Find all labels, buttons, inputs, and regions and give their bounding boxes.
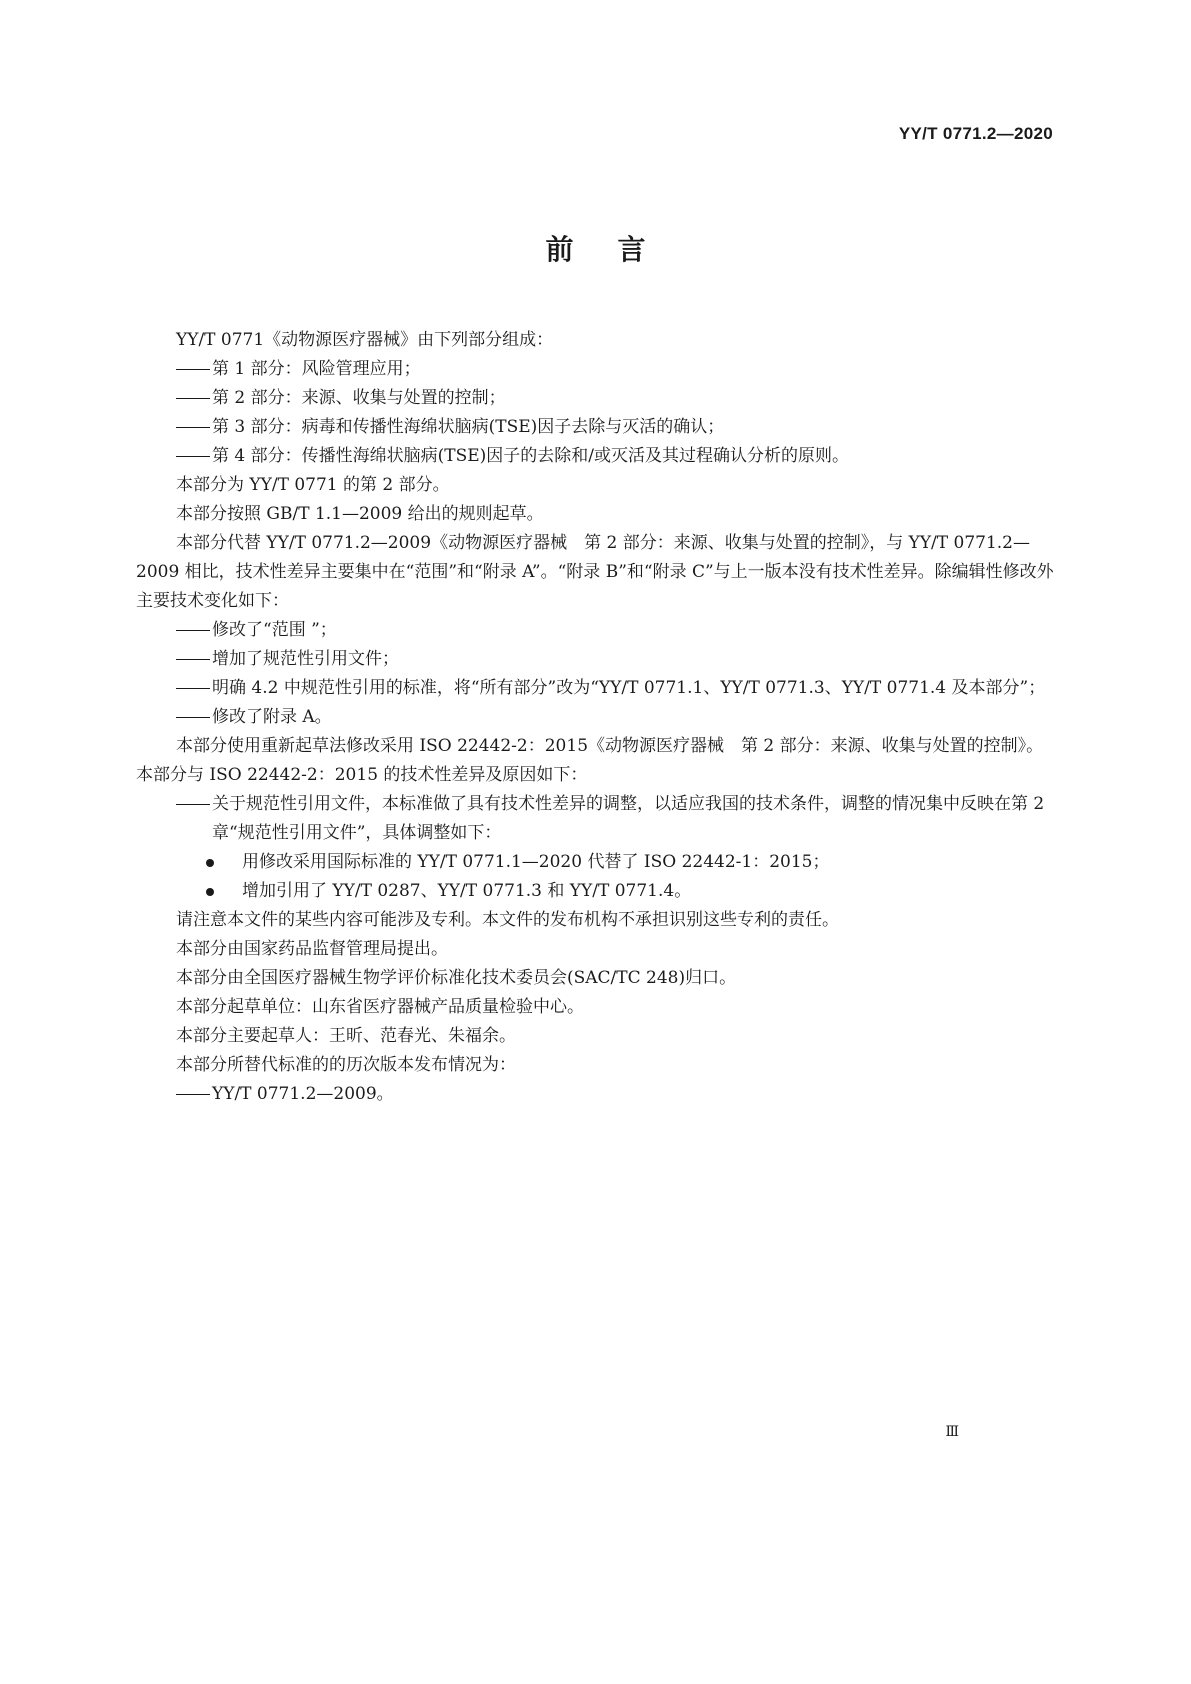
paragraph: 本部分使用重新起草法修改采用 ISO 22442-2：2015《动物源医疗器械 第 2 部分：来源、收集与处置的控制》。本部分与 ISO 22442-2：2015 的技术性差异及原因如下： (136, 736, 1044, 785)
paragraph: 本部分由国家药品监督管理局提出。 (176, 939, 448, 959)
paragraph: 本部分起草单位：山东省医疗器械产品质量检验中心。 (176, 997, 584, 1017)
dash-item (136, 616, 1055, 645)
bullet-dot-icon (206, 888, 214, 896)
paragraph: YY/T 0771《动物源医疗器械》由下列部分组成： (176, 330, 554, 350)
dash-item-text: 第 2 部分：来源、收集与处置的控制； (212, 388, 506, 408)
document-code: YY/T 0771.2—2020 (898, 124, 1053, 143)
dash-item-text: 明确 4.2 中规范性引用的标准，将“所有部分”改为“YY/T 0771.1、YY/T 0771.3、YY/T 0771.4 及本部分”； (212, 678, 1046, 698)
paragraph: 请注意本文件的某些内容可能涉及专利。本文件的发布机构不承担识别这些专利的责任。 (176, 910, 839, 930)
dash-item-text: 第 3 部分：病毒和传播性海绵状脑病(TSE)因子去除与灭活的确认； (212, 417, 725, 437)
bullet-item (136, 848, 1055, 877)
dash-item (136, 674, 1055, 703)
foreword-body (136, 326, 1055, 1109)
dash-item (136, 645, 1055, 674)
dash-item-text: 第 4 部分：传播性海绵状脑病(TSE)因子的去除和/或灭活及其过程确认分析的原则。 (212, 446, 850, 466)
dash-mark (176, 427, 210, 428)
dash-mark (176, 804, 210, 805)
paragraph: 本部分为 YY/T 0771 的第 2 部分。 (176, 475, 450, 495)
paragraph: 本部分主要起草人：王昕、范春光、朱福余。 (176, 1026, 516, 1046)
bullet-item-text: 增加引用了 YY/T 0287、YY/T 0771.3 和 YY/T 0771.4。 (242, 881, 692, 901)
paragraph: 本部分按照 GB/T 1.1—2009 给出的规则起草。 (176, 504, 544, 524)
page-title: 前言 (545, 233, 690, 266)
dash-item-text: 第 1 部分：风险管理应用； (212, 359, 421, 379)
paragraph: 本部分由全国医疗器械生物学评价标准化技术委员会(SAC/TC 248)归口。 (176, 968, 737, 988)
page-number: Ⅲ (945, 1424, 959, 1440)
dash-item (136, 1080, 1055, 1109)
dash-item-text: 增加了规范性引用文件； (212, 649, 399, 669)
dash-item (136, 384, 1055, 413)
dash-item (136, 703, 1055, 732)
dash-mark (176, 398, 210, 399)
dash-item (136, 355, 1055, 384)
dash-item-text: 修改了附录 A。 (212, 707, 332, 727)
dash-mark (176, 456, 210, 457)
dash-mark (176, 630, 210, 631)
dash-mark (176, 659, 210, 660)
bullet-dot-icon (206, 859, 214, 867)
paragraph: 本部分代替 YY/T 0771.2—2009《动物源医疗器械 第 2 部分：来源、收集与处置的控制》，与 YY/T 0771.2—2009 相比，技术性差异主要集中在“范围”和“附录 A”。“附录 B”和“附录 C”与上一版本没有技术性差异。除编辑性修改外主要技术变化如下： (136, 533, 1054, 611)
dash-item (136, 442, 1055, 471)
dash-item-text: 修改了“范围 ”； (212, 620, 337, 640)
dash-mark (176, 688, 210, 689)
dash-item (136, 790, 1055, 848)
bullet-item-text: 用修改采用国际标准的 YY/T 0771.1—2020 代替了 ISO 22442-1：2015； (242, 852, 830, 872)
dash-mark (176, 1094, 210, 1095)
paragraph: 本部分所替代标准的的历次版本发布情况为： (176, 1055, 516, 1075)
dash-item-text: YY/T 0771.2—2009。 (212, 1084, 394, 1104)
dash-mark (176, 717, 210, 718)
dash-item (136, 413, 1055, 442)
dash-mark (176, 369, 210, 370)
dash-item-text: 关于规范性引用文件，本标准做了具有技术性差异的调整，以适应我国的技术条件，调整的情况集中反映在第 2 章“规范性引用文件”，具体调整如下： (212, 794, 1045, 843)
bullet-item (136, 877, 1055, 906)
